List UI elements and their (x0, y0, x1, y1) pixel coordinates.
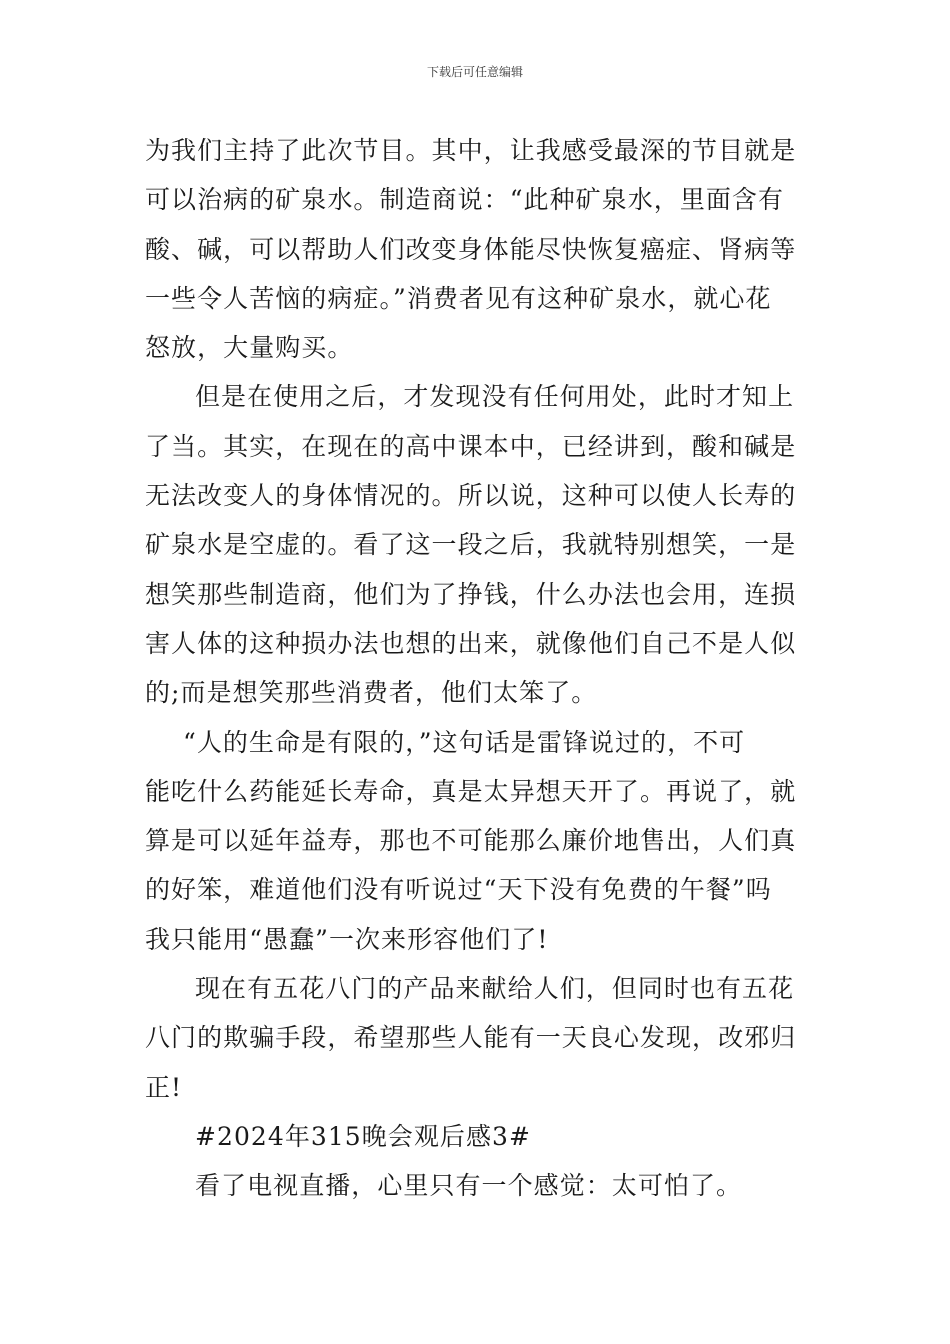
section-heading (145, 1112, 809, 1161)
text-line: 八门的欺骗手段，希望那些人能有一天良心发现，改邪归 (145, 1023, 797, 1053)
text-line: 一些令人苦恼的病症。”消费者见有这种矿泉水，就心花 (145, 283, 772, 313)
text-line: 矿泉水是空虚的。看了这一段之后，我就特别想笑，一是 (145, 530, 797, 560)
text-line: #2024年315晚会观后感3# (195, 1121, 531, 1151)
text-line: 可以治病的矿泉水。制造商说：“此种矿泉水，里面含有 (145, 185, 785, 215)
text-line: 我只能用“愚蠢”一次来形容他们了! (145, 924, 549, 954)
text-line: 的;而是想笑那些消费者，他们太笨了。 (145, 678, 598, 708)
text-line: 看了电视直播，心里只有一个感觉：太可怕了。 (195, 1171, 743, 1201)
document-body (145, 126, 809, 1211)
text-line: 现在有五花八门的产品来献给人们，但同时也有五花 (195, 974, 795, 1004)
text-line: 的好笨，难道他们没有听说过“天下没有免费的午餐”吗 (145, 875, 772, 905)
page-header: 下载后可任意编辑 (426, 65, 523, 79)
text-line: 正! (145, 1072, 183, 1102)
text-line: “人的生命是有限的，”这句话是雷锋说过的，不可 (183, 727, 746, 757)
paragraph-3 (145, 718, 809, 964)
paragraph-4 (145, 964, 809, 1112)
text-line: 为我们主持了此次节目。其中，让我感受最深的节目就是 (145, 136, 797, 165)
text-line: 怒放，大量购买。 (145, 333, 354, 363)
text-line: 了当。其实，在现在的高中课本中，已经讲到，酸和碱是 (145, 431, 797, 461)
text-line: 无法改变人的身体情况的。所以说，这种可以使人长寿的 (145, 481, 797, 511)
paragraph-2 (145, 372, 809, 717)
text-line: 酸、碱，可以帮助人们改变身体能尽快恢复癌症、肾病等 (145, 234, 797, 264)
text-line: 算是可以延年益寿，那也不可能那么廉价地售出，人们真 (145, 826, 797, 856)
text-line: 但是在使用之后，才发现没有任何用处，此时才知上 (195, 382, 795, 412)
text-line: 能吃什么药能延长寿命，真是太异想天开了。再说了，就 (145, 776, 797, 806)
paragraph-1 (145, 126, 809, 372)
text-line: 害人体的这种损办法也想的出来，就像他们自己不是人似 (145, 628, 797, 658)
text-line: 想笑那些制造商，他们为了挣钱，什么办法也会用，连损 (145, 579, 797, 609)
paragraph-5 (145, 1161, 809, 1210)
